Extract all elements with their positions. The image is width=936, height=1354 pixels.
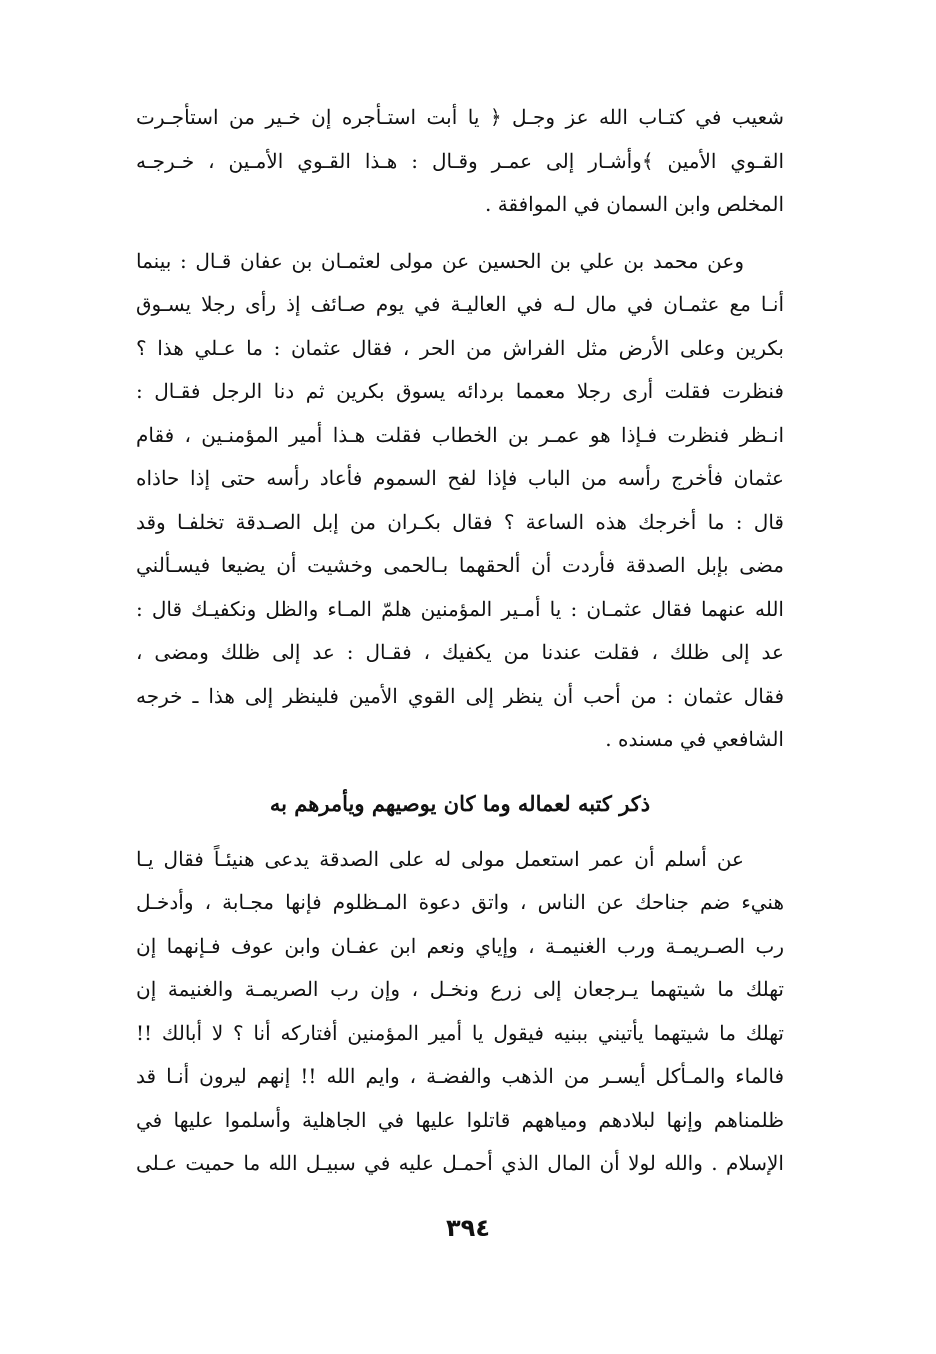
text-line: ظلمناهم وإنها لبلادهم ومياههم قاتلوا عليها في الجاهلية وأسلموا عليها في: [136, 1107, 784, 1132]
page-body: [136, 96, 784, 1186]
text-line: فنظرت فقلت أرى رجلا معمما بردائه يسوق بكرين ثم دنا الرجل فقـال :: [136, 379, 784, 403]
text-line: الشافعي في مسنده .: [605, 727, 784, 751]
text-line: مضى بإبل الصدقة فأردت أن ألحقهما بـالحمى وخشيت أن يضيعا فيسـألني: [136, 553, 784, 577]
text-line: بكرين وعلى الأرض مثل الفراش من الحر ، فقال عثمان : ما عـلي هذا ؟: [136, 335, 784, 360]
text-line: انـظر فنظرت فـإذا هو عمـر بن الخطاب فقلت هـذا أمير المؤمنـين ، فقام: [136, 422, 784, 447]
text-line: تهلك ما شيتهما يأتيني ببنيه فيقول يا أمير المؤمنين أفتاركه أنا ؟ لا أبالك !!: [136, 1020, 784, 1045]
text-line: القـوي الأمين ﴾وأشـار إلى عمـر وقـال : هـذا القـوي الأمـين ، خـرجـه: [136, 148, 784, 173]
paragraph-2: [136, 240, 784, 762]
text-line: قال : ما أخرجك هذه الساعة ؟ فقال بكـران من إبل الصـدقة تخلفـا وقد: [136, 509, 784, 534]
section-heading: ذكر كتبه لعماله وما كان يوصيهم ويأمرهم به: [269, 790, 651, 816]
text-line: أنـا مع عثمـان في مال لـه في العاليـة في يوم صـائف إذ رأى رجلا يسـوق: [136, 292, 784, 316]
text-line: تهلك ما شيتهما يـرجعان إلى زرع ونخـل ، وإن رب الصريمـة والغنيمة إن: [136, 977, 784, 1001]
page-number: ٣٩٤: [446, 1214, 490, 1242]
paragraph-1: [136, 96, 784, 227]
text-line: الإسلام . والله لولا أن المال الذي أحمـل عليه في سبيـل الله ما حميت عـلى: [136, 1151, 784, 1175]
text-line: الله عنهما فقال عثمـان : يا أمـير المؤمنين هلمّ المـاء والظل ونكفيـك قال :: [136, 596, 784, 621]
text-line: فالماء والمـأكل أيسـر من الذهب والفضـة ، وايم الله !! إنهم ليرون أنـا قد: [136, 1064, 784, 1088]
text-line: عثمان فأخرج رأسه من الباب فإذا لفح السموم فأعاد رأسه حتى إذا حاذاه: [136, 466, 784, 490]
text-line: المخلص وابن السمان في الموافقة .: [485, 192, 784, 216]
text-line: عن أسلم أن عمر استعمل مولى له على الصدقة يدعى هنيئـاً فقال يـا: [136, 846, 744, 871]
paragraph-3: [136, 838, 784, 1186]
text-line: رب الصـريمـة ورب الغنيمـة ، وإياي ونعم ابن عفـان وابن عوف فـإنهما إن: [136, 933, 784, 958]
text-line: وعن محمد بن علي بن الحسين عن مولى لعثمـان بن عفان قـال : بينما: [136, 248, 744, 273]
text-line: فقال عثمان : من أحب أن ينظر إلى القوي الأمين فلينظر إلى هذا ـ خرجه: [136, 683, 784, 708]
text-line: عد إلى ظلك ، فقلت عندنا من يكفيك ، فقـال : عد إلى ظلك ومضى ،: [136, 640, 784, 664]
text-line: هنيء ضم جناحك عن الناس ، واتق دعوة المـظلوم فإنها مجـابة ، وأدخـل: [136, 890, 784, 914]
text-line: شعيب في كتـاب الله عز وجـل ﴿ يا أبت استـأجره إن خـير من استأجـرت: [136, 105, 784, 129]
